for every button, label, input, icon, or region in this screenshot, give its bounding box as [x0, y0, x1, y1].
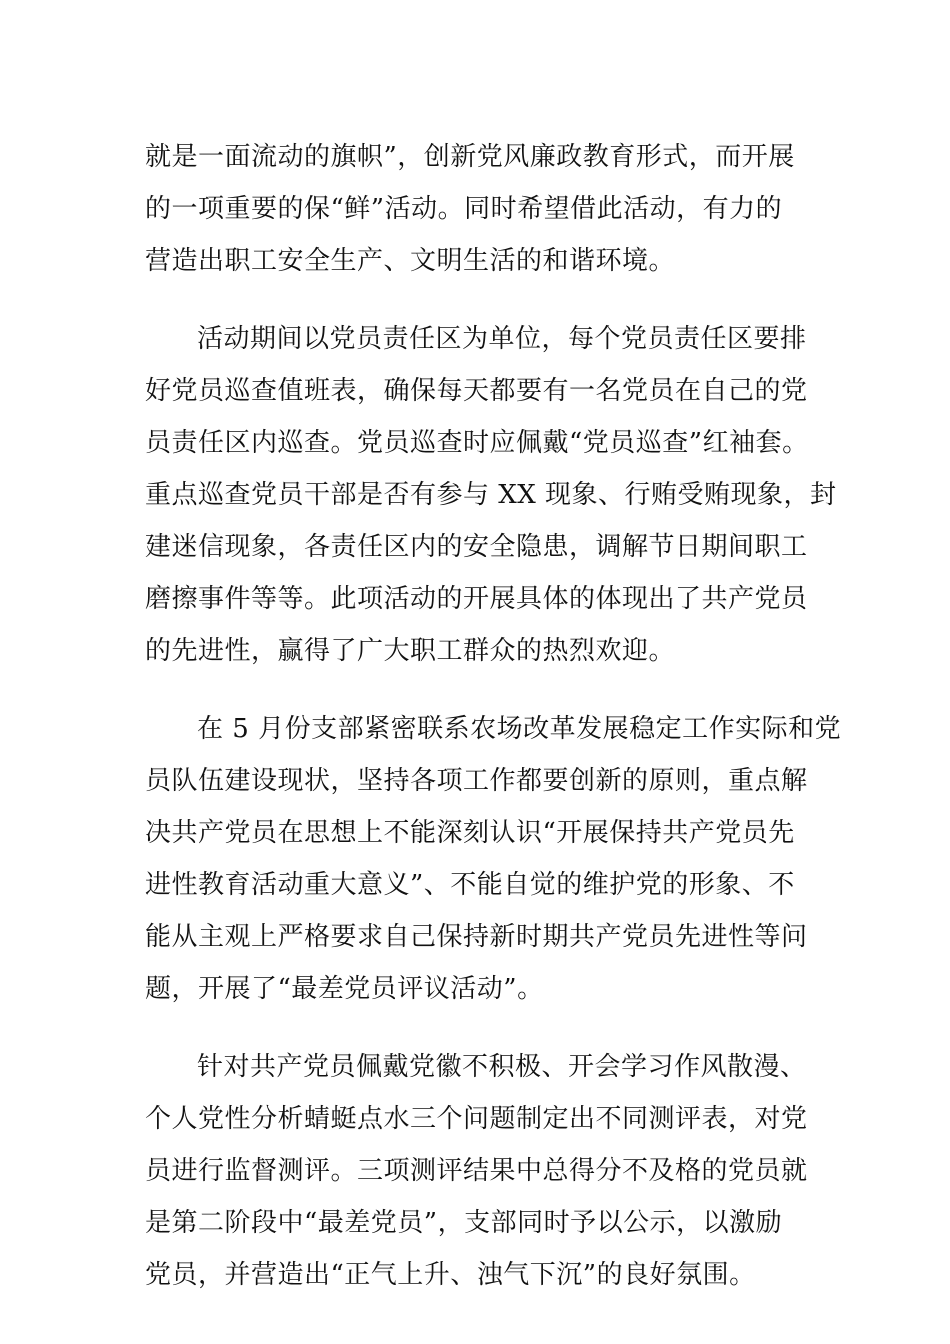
paragraph-1 — [145, 131, 815, 287]
paragraph-line: 题，开展了“最差党员评议活动”。 — [145, 974, 544, 1004]
paragraph-line: 能从主观上严格要求自己保持新时期共产党员先进性等问 — [145, 922, 808, 952]
paragraph-spacer — [145, 677, 815, 703]
paragraph-line: 好党员巡查值班表，确保每天都要有一名党员在自己的党 — [145, 376, 808, 406]
paragraph-line: 建迷信现象，各责任区内的安全隐患，调解节日期间职工 — [145, 532, 808, 562]
paragraph-line: 活动期间以党员责任区为单位，每个党员责任区要排 — [197, 324, 807, 354]
paragraph-line: 个人党性分析蜻蜓点水三个问题制定出不同测评表，对党 — [145, 1104, 808, 1134]
paragraph-line: 磨擦事件等等。此项活动的开展具体的体现出了共产党员 — [145, 584, 808, 614]
paragraph-line: 的一项重要的保“鲜”活动。同时希望借此活动，有力的 — [145, 194, 783, 224]
paragraph-line: 员队伍建设现状，坚持各项工作都要创新的原则，重点解 — [145, 766, 808, 796]
paragraph-line: 进性教育活动重大意义”、不能自觉的维护党的形象、不 — [145, 870, 795, 900]
paragraph-3 — [145, 703, 842, 1015]
paragraph-line: 在 5 月份支部紧密联系农场改革发展稳定工作实际和党 — [197, 714, 842, 744]
paragraph-spacer — [145, 1015, 815, 1041]
paragraph-line: 员进行监督测评。三项测评结果中总得分不及格的党员就 — [145, 1156, 808, 1186]
paragraph-line: 就是一面流动的旗帜”，创新党风廉政教育形式，而开展 — [145, 142, 795, 172]
paragraph-line: 是第二阶段中“最差党员”，支部同时予以公示，以激励 — [145, 1208, 783, 1238]
paragraph-line: 重点巡查党员干部是否有参与 XX 现象、行贿受贿现象，封 — [145, 480, 837, 510]
document-body — [145, 131, 842, 1301]
paragraph-line: 员责任区内巡查。党员巡查时应佩戴“党员巡查”红袖套。 — [145, 428, 809, 458]
paragraph-2 — [145, 313, 837, 677]
paragraph-line: 的先进性，赢得了广大职工群众的热烈欢迎。 — [145, 636, 676, 666]
paragraph-line: 党员，并营造出“正气上升、浊气下沉”的良好氛围。 — [145, 1260, 756, 1290]
paragraph-spacer — [145, 287, 815, 313]
paragraph-4 — [145, 1041, 815, 1301]
paragraph-line: 决共产党员在思想上不能深刻认识“开展保持共产党员先 — [145, 818, 795, 848]
paragraph-line: 针对共产党员佩戴党徽不积极、开会学习作风散漫、 — [197, 1052, 807, 1082]
paragraph-line: 营造出职工安全生产、文明生活的和谐环境。 — [145, 246, 676, 276]
